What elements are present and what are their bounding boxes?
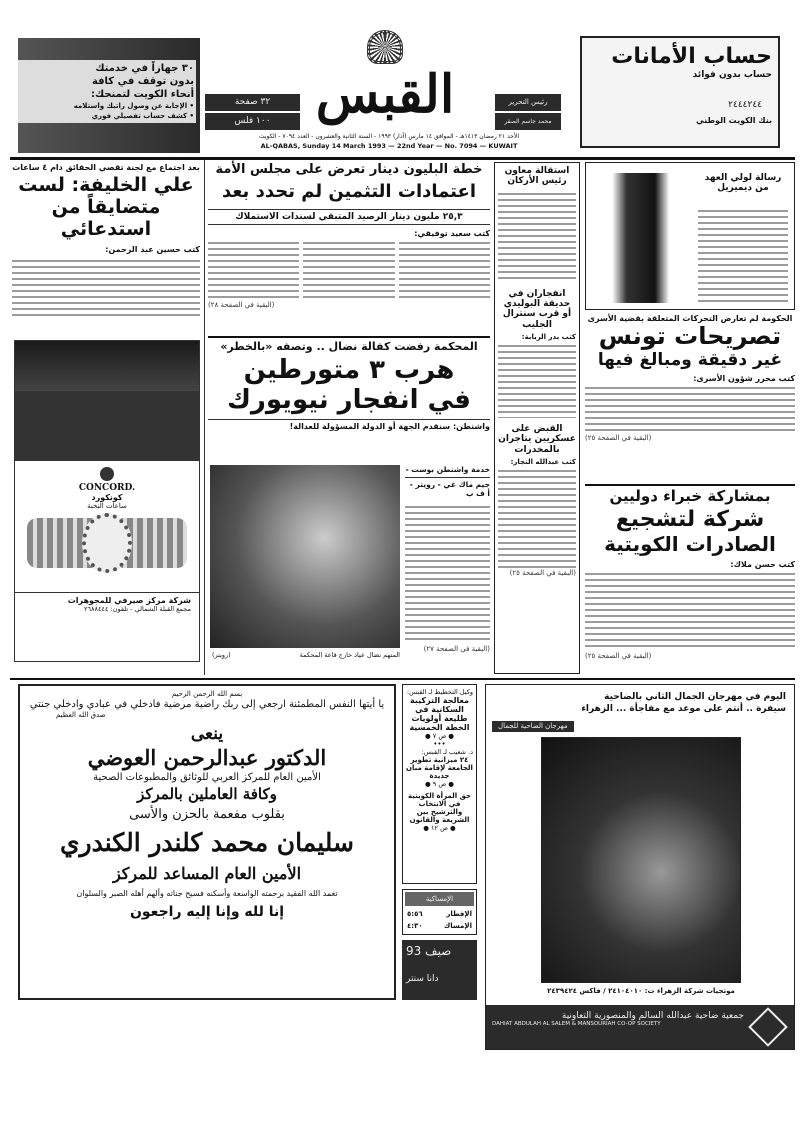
tunisia-headline2: غير دقيقة ومبالغ فيها bbox=[597, 349, 783, 370]
index-item3: حق المرأة الكويتية في الانتخاب والترشيح بين الشريعة والقانون bbox=[408, 792, 471, 824]
obit-verse: يا أيتها النفس المطمئنة ارجعي إلى ربك راضية مرضية فادخلي في عبادي وادخلي جنتي bbox=[29, 699, 385, 710]
billion-continued: (البقية في الصفحة ٢٨) bbox=[208, 300, 275, 309]
billion-headline1: خطة البليون دينار تعرض على مجلس الأمة bbox=[215, 162, 483, 177]
coop-products-photo bbox=[541, 737, 741, 983]
arrest-headline: القبض على عسكريين يتاجران بالمخدرات bbox=[498, 424, 576, 455]
obit-sadaqa: صدق الله العظيم bbox=[56, 711, 106, 719]
concord-brand: CONCORD. bbox=[78, 483, 136, 493]
ad-right-deposits bbox=[580, 36, 780, 148]
newyork-continued: (البقية في الصفحة ٢٧) bbox=[423, 645, 490, 653]
ad-concord-eye-photo bbox=[15, 341, 199, 391]
khalifa-body bbox=[12, 258, 200, 318]
story-newyork bbox=[208, 341, 490, 431]
coop-society-en: DAHIAT ABDULAH AL SALEM & MANSOURIAH CO-OP SOCIETY bbox=[492, 1021, 661, 1027]
ad-left-line1: ٣٠ جهازاً في خدمتك bbox=[95, 63, 194, 74]
obit-staff: وكافة العاملين بالمركز bbox=[137, 785, 277, 803]
ad-right-subtitle: حساب بدون فوائد bbox=[692, 70, 772, 80]
newyork-headline1: هرب ٣ متورطين bbox=[243, 354, 455, 385]
ad-concord bbox=[14, 340, 200, 662]
obituary-ad bbox=[18, 684, 396, 1000]
billion-body-col bbox=[303, 240, 394, 300]
imsak-time: ٤:٣٠ bbox=[407, 922, 423, 930]
letter-photo bbox=[598, 173, 693, 303]
editor-name: محمد جاسم الصقر bbox=[495, 113, 561, 130]
billion-body-col bbox=[399, 240, 490, 300]
blasts-byline: كتب بدر الربابة: bbox=[521, 333, 576, 342]
times-header: الإمساكية bbox=[405, 892, 474, 906]
price-label: ١٠٠ فلس bbox=[205, 113, 300, 130]
index-item1-page: ● ص ٧ ● bbox=[425, 732, 454, 740]
khalifa-byline: كتب حسين عبد الرحمن: bbox=[105, 244, 200, 254]
index-item3-page: ● ص ١٢ ● bbox=[423, 824, 456, 832]
summer-ad-title: صيف 93 bbox=[406, 944, 452, 958]
newyork-caption: المتهم نضال عياد خارج قاعة المحكمة bbox=[299, 651, 400, 659]
billion-body-col bbox=[208, 240, 299, 300]
obit-basmala: بسم الله الرحمن الرحيم bbox=[171, 690, 243, 698]
newyork-service2: جيم ماك غي - رويتر - أ ف ب bbox=[405, 477, 490, 498]
blasts-headline: انفجاران في حديقة البوليدي أو قرب سنترال الجليب bbox=[502, 288, 572, 330]
logo: القبس bbox=[315, 64, 455, 125]
concord-dealer: شركة مركز صيرفي للمجوهرات bbox=[67, 596, 191, 605]
concord-brand-ar: كونكورد bbox=[91, 493, 123, 502]
newyork-headline2: في انفجار نيويورك bbox=[227, 384, 471, 415]
summer-ad bbox=[402, 940, 477, 1000]
coop-banner: مهرجان الضاحية للجمال bbox=[492, 721, 574, 732]
ad-left-line2: بدون توقف في كافة bbox=[91, 76, 194, 87]
date-line-en: AL-QABAS, Sunday 14 March 1993 — 22nd Year — No. 7094 — KUWAIT bbox=[260, 142, 518, 150]
ad-left-line5: • كشف حساب تفصيلي فوري bbox=[91, 112, 194, 120]
ad-coop-festival bbox=[485, 684, 795, 1050]
resign-headline: استقالة معاون رئيس الأركان bbox=[504, 166, 570, 187]
ad-right-bank: بنك الكويت الوطني bbox=[696, 116, 772, 125]
index-column bbox=[402, 684, 477, 884]
prayer-times-box bbox=[402, 889, 477, 935]
summer-ad-brand: دانا سنتر bbox=[406, 974, 439, 984]
ad-left-line3: أنحاء الكويت لتمنحك: bbox=[91, 89, 194, 100]
logo-emblem-icon bbox=[367, 30, 403, 64]
ad-left-line4: • الإجابة عن وصول راتبك واستلامه bbox=[73, 102, 194, 110]
newyork-body bbox=[405, 504, 490, 644]
ad-left-atm bbox=[18, 38, 200, 153]
index-sep: ••• bbox=[433, 740, 446, 748]
obit-person-title: الأمين العام للمركز العربي للوثائق والمطبوعات الصحية bbox=[93, 772, 321, 783]
coop-headline2: سيفرة .. أنتم على موعد مع مفاجأة ... الزهراء bbox=[581, 704, 786, 714]
newyork-photo bbox=[210, 465, 400, 648]
newyork-subhead: واشنطن: سنقدم الجهة أو الدولة المسؤولة للعدالة! bbox=[208, 419, 490, 431]
index-item2-page: ● ص ٩ ● bbox=[425, 780, 454, 788]
exports-kicker: بمشاركة خبراء دوليين bbox=[609, 487, 771, 505]
editor-label: رئيس التحرير bbox=[495, 94, 561, 111]
arrest-byline: كتب عبدالله النجار: bbox=[510, 458, 576, 467]
coop-products: موتجيات شركة الزهراء ت: ٢٤١٠٤٠١٠ / فاكس ٢٤٣٩٤٢٤ bbox=[547, 987, 735, 995]
billion-byline: كتب سعيد توفيقي: bbox=[414, 228, 490, 238]
index-item2: ٢٤ ميزانية تطوير الجامعة لإقامة مبان جديدة bbox=[406, 756, 473, 780]
iftar-time: ٥:٥٦ bbox=[407, 910, 423, 918]
story-billion bbox=[208, 163, 490, 310]
date-line-ar: الأحد ٢١ رمضان ١٤١٣هـ - الموافق ١٤ مارس (آذار) ١٩٩٣ - السنة الثانية والعشرون - العدد ٧٠٩٤ - الكويت bbox=[258, 133, 520, 140]
obit-deceased: سليمان محمد كلندر الكندري bbox=[59, 828, 354, 857]
newyork-kicker: المحكمة رفضت كفالة نضال .. وتصفه «بالخطر» bbox=[220, 340, 478, 353]
ad-right-phone: ٢٤٤٤٢٤٤ bbox=[728, 100, 762, 110]
editor-box bbox=[495, 94, 561, 130]
date-line bbox=[200, 132, 578, 151]
story-khalifa bbox=[12, 163, 200, 335]
iftar-label: الإفطار bbox=[446, 910, 472, 918]
khalifa-headline: علي الخليفة: لست متضايقاً من استدعائي bbox=[18, 174, 194, 240]
coop-logo-icon bbox=[748, 1007, 788, 1047]
price-box bbox=[205, 94, 300, 130]
index-item1: معالجة التركيبة السكانية في طليعة أولويات الخطة الخمسية bbox=[409, 696, 470, 732]
newyork-photo-credit: (رويتر) bbox=[212, 651, 231, 659]
khalifa-kicker: بعد اجتماع مع لجنة تقصي الحقائق دام ٤ ساعات bbox=[12, 163, 200, 172]
obit-announces: ينعى bbox=[190, 724, 224, 744]
exports-headline2: الصادرات الكويتية bbox=[604, 531, 776, 556]
exports-byline: كتب حسن ملاك: bbox=[730, 559, 795, 569]
tunisia-byline: كتب محرر شؤون الأسرى: bbox=[693, 374, 795, 384]
billion-headline2: اعتمادات التثمين لم تحدد بعد bbox=[222, 180, 476, 202]
coop-society-ar: جمعية ضاحية عبدالله السالم والمنصورية التعاونية bbox=[561, 1011, 744, 1021]
obit-person: الدكتور عبدالرحمن العوضي bbox=[87, 745, 327, 770]
exports-continued: (البقية في الصفحة ٢٥) bbox=[585, 651, 652, 660]
story-exports bbox=[585, 488, 795, 661]
billion-subhead: ٢٥,٣ مليون دينار الرصيد المتبقي لسندات الاستملاك bbox=[208, 209, 490, 225]
ad-right-title: حساب الأمانات bbox=[611, 44, 772, 69]
tunisia-continued: (البقية في الصفحة ٢٥) bbox=[585, 434, 652, 443]
index-item2-by: د. شعيب لـ القبس: bbox=[421, 748, 473, 756]
narrow-column bbox=[494, 162, 580, 674]
pages-label: ٣٢ صفحة bbox=[205, 94, 300, 111]
letter-headline: رسالة لولي العهد من ديميريل bbox=[704, 173, 782, 194]
narrow-continued: (البقية في الصفحة ٢٥) bbox=[509, 569, 576, 578]
obit-prayer: تغمد الله الفقيد برحمته الواسعة وأسكنه فسيح جناته وألهم أهله الصبر والسلوان bbox=[76, 889, 338, 898]
imsak-label: الإمساك bbox=[443, 922, 472, 930]
coop-headline1: اليوم في مهرجان الجمال الثاني بالضاحية bbox=[604, 692, 786, 702]
tunisia-kicker: الحكومة لم تعارض التحركات المتعلقة بقضية الأسرى bbox=[587, 314, 793, 323]
story-letter bbox=[585, 162, 795, 310]
concord-address: مجمع القبلة الشمالي - تلفون: ٢٦٨٨٤٤٤ bbox=[84, 605, 191, 613]
obit-closing: إنا لله وإنا إليه راجعون bbox=[129, 904, 285, 920]
obit-grief: بقلوب مفعمة بالحزن والأسى bbox=[129, 807, 285, 822]
concord-tagline: ساعات النخبة bbox=[87, 502, 127, 510]
tunisia-headline1: تصريحات تونس bbox=[598, 322, 782, 351]
exports-headline1: شركة لتشجيع bbox=[615, 507, 765, 533]
index-item1-by: وكيل التخطيط لـ القبس: bbox=[406, 688, 473, 696]
obit-deceased-title: الأمين العام المساعد للمركز bbox=[112, 864, 302, 883]
concord-logo-icon bbox=[100, 467, 114, 481]
newyork-service1: خدمة واشنطن بوست - bbox=[405, 465, 490, 474]
story-tunisia bbox=[585, 314, 795, 443]
masthead-divider bbox=[10, 157, 795, 160]
watch-image bbox=[27, 518, 187, 568]
